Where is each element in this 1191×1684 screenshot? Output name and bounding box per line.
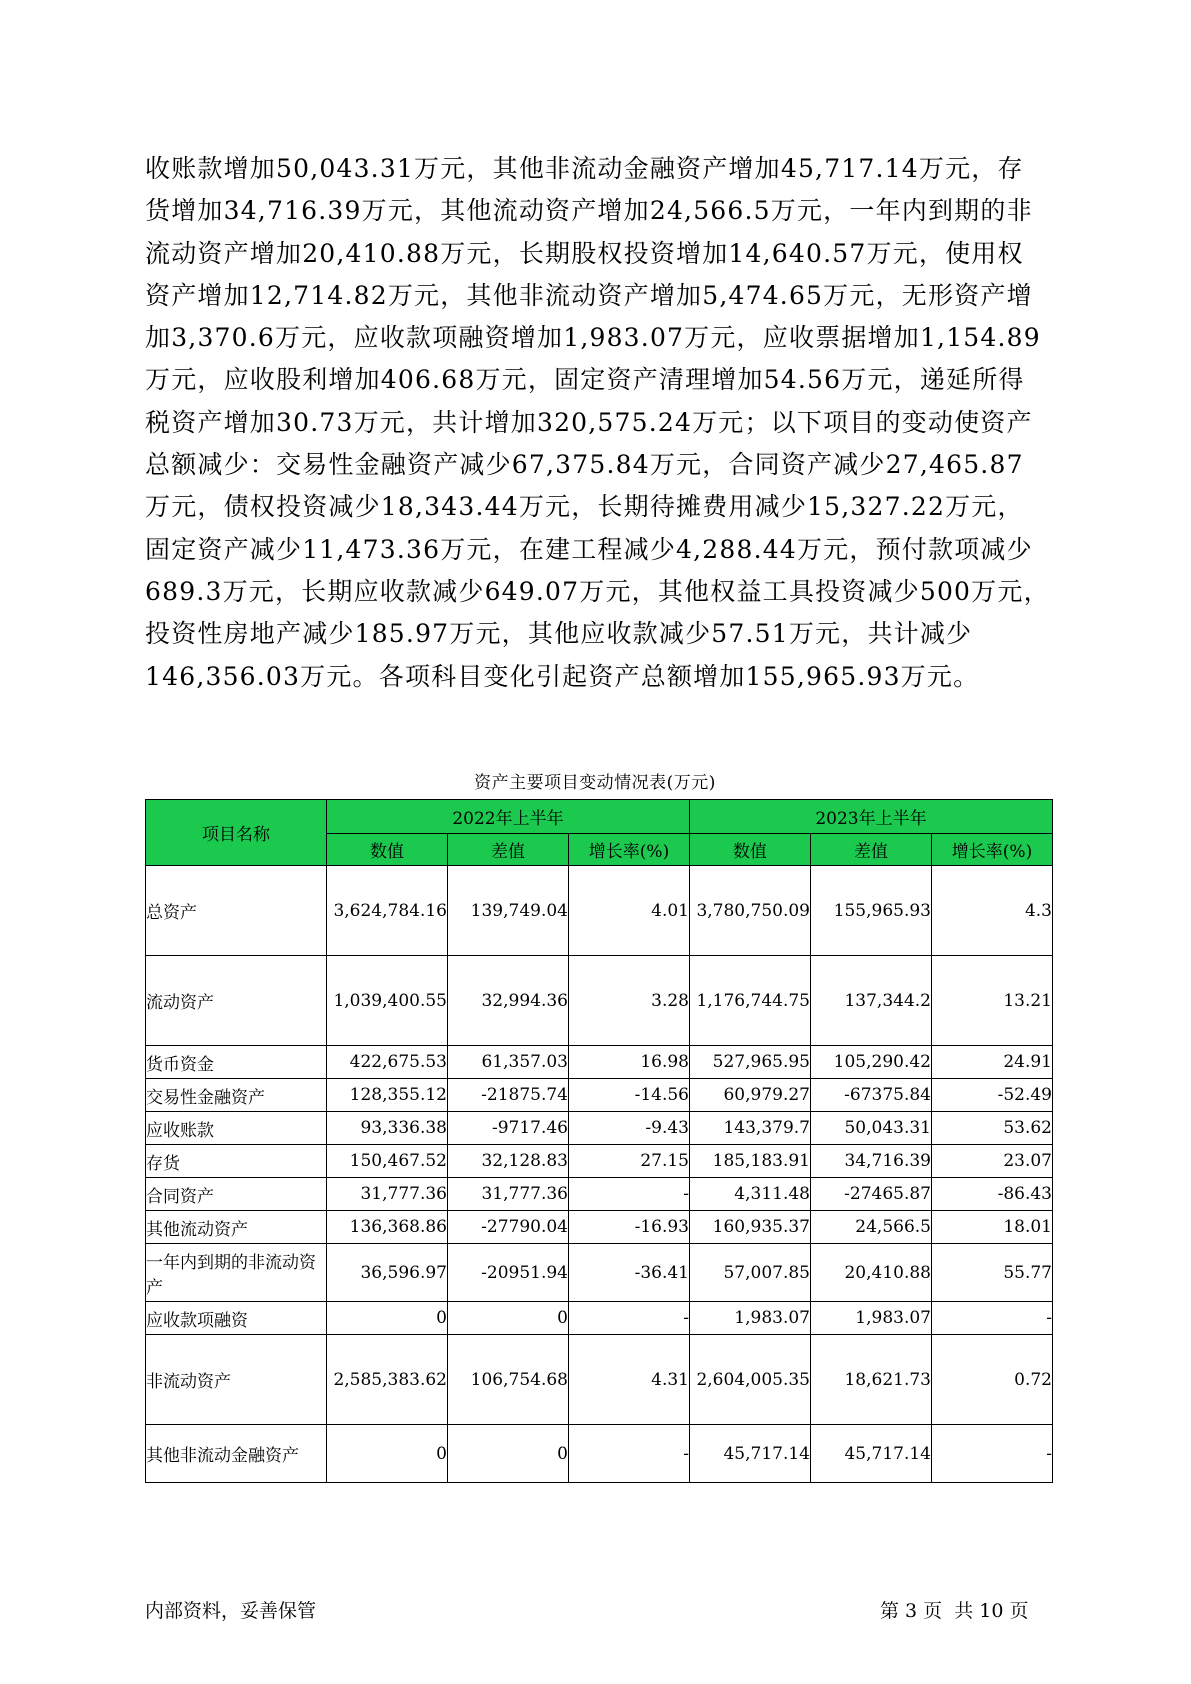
cell-d2: 18,621.73 xyxy=(811,1335,932,1425)
cell-v2: 1,983.07 xyxy=(690,1302,811,1335)
cell-v2: 3,780,750.09 xyxy=(690,866,811,956)
table-caption: 资产主要项目变动情况表(万元) xyxy=(474,773,716,793)
cell-r2: -86.43 xyxy=(932,1178,1053,1211)
paragraph-line: 146,356.03万元。各项科目变化引起资产总额增加155,965.93万元。 xyxy=(145,661,980,691)
cell-d2: 1,983.07 xyxy=(811,1302,932,1335)
cell-r1: -14.56 xyxy=(569,1079,690,1112)
rate-header: 增长率(%) xyxy=(932,834,1053,866)
cell-d1: 61,357.03 xyxy=(448,1046,569,1079)
item-name: 流动资产 xyxy=(146,956,327,1046)
item-name: 应收款项融资 xyxy=(146,1302,327,1335)
cell-d2: 155,965.93 xyxy=(811,866,932,956)
cell-v1: 150,467.52 xyxy=(327,1145,448,1178)
item-name: 应收账款 xyxy=(146,1112,327,1145)
cell-d1: 139,749.04 xyxy=(448,866,569,956)
table-row xyxy=(146,1335,1053,1425)
cell-d2: 20,410.88 xyxy=(811,1244,932,1302)
item-name: 交易性金融资产 xyxy=(146,1079,327,1112)
cell-r2: 0.72 xyxy=(932,1335,1053,1425)
diff-header: 差值 xyxy=(448,834,569,866)
cell-d1: -21875.74 xyxy=(448,1079,569,1112)
cell-v2: 57,007.85 xyxy=(690,1244,811,1302)
table-row xyxy=(146,1244,1053,1302)
page-number: 第 3 页 共 10 页 xyxy=(880,1600,1029,1622)
cell-v1: 36,596.97 xyxy=(327,1244,448,1302)
paragraph-line: 总额减少：交易性金融资产减少67,375.84万元，合同资产减少27,465.87 xyxy=(145,450,1024,480)
cell-d1: -27790.04 xyxy=(448,1211,569,1244)
table-row xyxy=(146,1046,1053,1079)
cell-v2: 1,176,744.75 xyxy=(690,956,811,1046)
cell-v1: 93,336.38 xyxy=(327,1112,448,1145)
cell-v2: 45,717.14 xyxy=(690,1425,811,1483)
asset-change-table xyxy=(145,799,1053,1483)
cell-v2: 4,311.48 xyxy=(690,1178,811,1211)
cell-v1: 0 xyxy=(327,1302,448,1335)
item-name-header: 项目名称 xyxy=(146,800,327,866)
cell-d1: 0 xyxy=(448,1302,569,1335)
cell-d1: 0 xyxy=(448,1425,569,1483)
cell-r1: 16.98 xyxy=(569,1046,690,1079)
cell-d2: 45,717.14 xyxy=(811,1425,932,1483)
cell-r1: - xyxy=(569,1425,690,1483)
paragraph-line: 投资性房地产减少185.97万元，其他应收款减少57.51万元，共计减少 xyxy=(145,619,973,649)
cell-v2: 160,935.37 xyxy=(690,1211,811,1244)
cell-v1: 422,675.53 xyxy=(327,1046,448,1079)
cell-d2: 24,566.5 xyxy=(811,1211,932,1244)
value-header: 数值 xyxy=(327,834,448,866)
cell-d2: 137,344.2 xyxy=(811,956,932,1046)
cell-d1: 32,994.36 xyxy=(448,956,569,1046)
table-row xyxy=(146,1302,1053,1335)
cell-r2: 55.77 xyxy=(932,1244,1053,1302)
cell-r2: 4.3 xyxy=(932,866,1053,956)
confidential-note: 内部资料，妥善保管 xyxy=(145,1600,317,1622)
cell-d2: -67375.84 xyxy=(811,1079,932,1112)
paragraph-line: 流动资产增加20,410.88万元，长期股权投资增加14,640.57万元，使用权 xyxy=(145,238,1024,268)
item-name: 其他非流动金融资产 xyxy=(146,1425,327,1483)
table-row xyxy=(146,956,1053,1046)
cell-r2: - xyxy=(932,1425,1053,1483)
cell-v1: 0 xyxy=(327,1425,448,1483)
cell-d1: 32,128.83 xyxy=(448,1145,569,1178)
cell-v2: 2,604,005.35 xyxy=(690,1335,811,1425)
rate-header: 增长率(%) xyxy=(569,834,690,866)
cell-r2: -52.49 xyxy=(932,1079,1053,1112)
item-name: 存货 xyxy=(146,1145,327,1178)
cell-v1: 136,368.86 xyxy=(327,1211,448,1244)
cell-v2: 143,379.7 xyxy=(690,1112,811,1145)
period-2022-header: 2022年上半年 xyxy=(327,800,690,834)
cell-r1: -9.43 xyxy=(569,1112,690,1145)
paragraph-line: 万元，债权投资减少18,343.44万元，长期待摊费用减少15,327.22万元， xyxy=(145,492,1024,522)
cell-r1: -16.93 xyxy=(569,1211,690,1244)
cell-d2: 105,290.42 xyxy=(811,1046,932,1079)
table-row xyxy=(146,1145,1053,1178)
item-name: 非流动资产 xyxy=(146,1335,327,1425)
cell-r2: 53.62 xyxy=(932,1112,1053,1145)
cell-v1: 1,039,400.55 xyxy=(327,956,448,1046)
cell-d1: -9717.46 xyxy=(448,1112,569,1145)
cell-d1: 31,777.36 xyxy=(448,1178,569,1211)
cell-d1: -20951.94 xyxy=(448,1244,569,1302)
item-name: 一年内到期的非流动资产 xyxy=(146,1244,327,1302)
paragraph-line: 加3,370.6万元，应收款项融资增加1,983.07万元，应收票据增加1,154.89 xyxy=(145,323,1041,353)
cell-r1: - xyxy=(569,1178,690,1211)
item-name: 总资产 xyxy=(146,866,327,956)
cell-v2: 60,979.27 xyxy=(690,1079,811,1112)
table-row xyxy=(146,1079,1053,1112)
table-row xyxy=(146,1211,1053,1244)
paragraph-line: 资产增加12,714.82万元，其他非流动资产增加5,474.65万元，无形资产增 xyxy=(145,280,1033,310)
period-2023-header: 2023年上半年 xyxy=(690,800,1053,834)
cell-d2: 34,716.39 xyxy=(811,1145,932,1178)
cell-r1: 3.28 xyxy=(569,956,690,1046)
item-name: 合同资产 xyxy=(146,1178,327,1211)
cell-d2: 50,043.31 xyxy=(811,1112,932,1145)
item-name: 其他流动资产 xyxy=(146,1211,327,1244)
cell-v1: 128,355.12 xyxy=(327,1079,448,1112)
cell-r1: 27.15 xyxy=(569,1145,690,1178)
cell-r1: 4.01 xyxy=(569,866,690,956)
paragraph-line: 固定资产减少11,473.36万元，在建工程减少4,288.44万元，预付款项减少 xyxy=(145,534,1033,564)
cell-r1: - xyxy=(569,1302,690,1335)
cell-v1: 3,624,784.16 xyxy=(327,866,448,956)
table-row xyxy=(146,866,1053,956)
paragraph-line: 税资产增加30.73万元，共计增加320,575.24万元；以下项目的变动使资产 xyxy=(145,407,1033,437)
cell-r2: 13.21 xyxy=(932,956,1053,1046)
diff-header: 差值 xyxy=(811,834,932,866)
cell-d2: -27465.87 xyxy=(811,1178,932,1211)
cell-v1: 31,777.36 xyxy=(327,1178,448,1211)
table-row xyxy=(146,1425,1053,1483)
body-paragraph xyxy=(145,148,1050,698)
cell-v1: 2,585,383.62 xyxy=(327,1335,448,1425)
cell-v2: 527,965.95 xyxy=(690,1046,811,1079)
cell-r1: -36.41 xyxy=(569,1244,690,1302)
paragraph-line: 货增加34,716.39万元，其他流动资产增加24,566.5万元，一年内到期的非 xyxy=(145,196,1033,226)
cell-v2: 185,183.91 xyxy=(690,1145,811,1178)
cell-r2: 23.07 xyxy=(932,1145,1053,1178)
cell-r2: 18.01 xyxy=(932,1211,1053,1244)
table-row xyxy=(146,1178,1053,1211)
table-row xyxy=(146,1112,1053,1145)
cell-r2: 24.91 xyxy=(932,1046,1053,1079)
cell-d1: 106,754.68 xyxy=(448,1335,569,1425)
cell-r2: - xyxy=(932,1302,1053,1335)
paragraph-line: 收账款增加50,043.31万元，其他非流动金融资产增加45,717.14万元，存 xyxy=(145,154,1024,183)
cell-r1: 4.31 xyxy=(569,1335,690,1425)
item-name: 货币资金 xyxy=(146,1046,327,1079)
paragraph-line: 万元，应收股利增加406.68万元，固定资产清理增加54.56万元，递延所得 xyxy=(145,365,1025,395)
paragraph-line: 689.3万元，长期应收款减少649.07万元，其他权益工具投资减少500万元， xyxy=(145,576,1050,606)
value-header: 数值 xyxy=(690,834,811,866)
